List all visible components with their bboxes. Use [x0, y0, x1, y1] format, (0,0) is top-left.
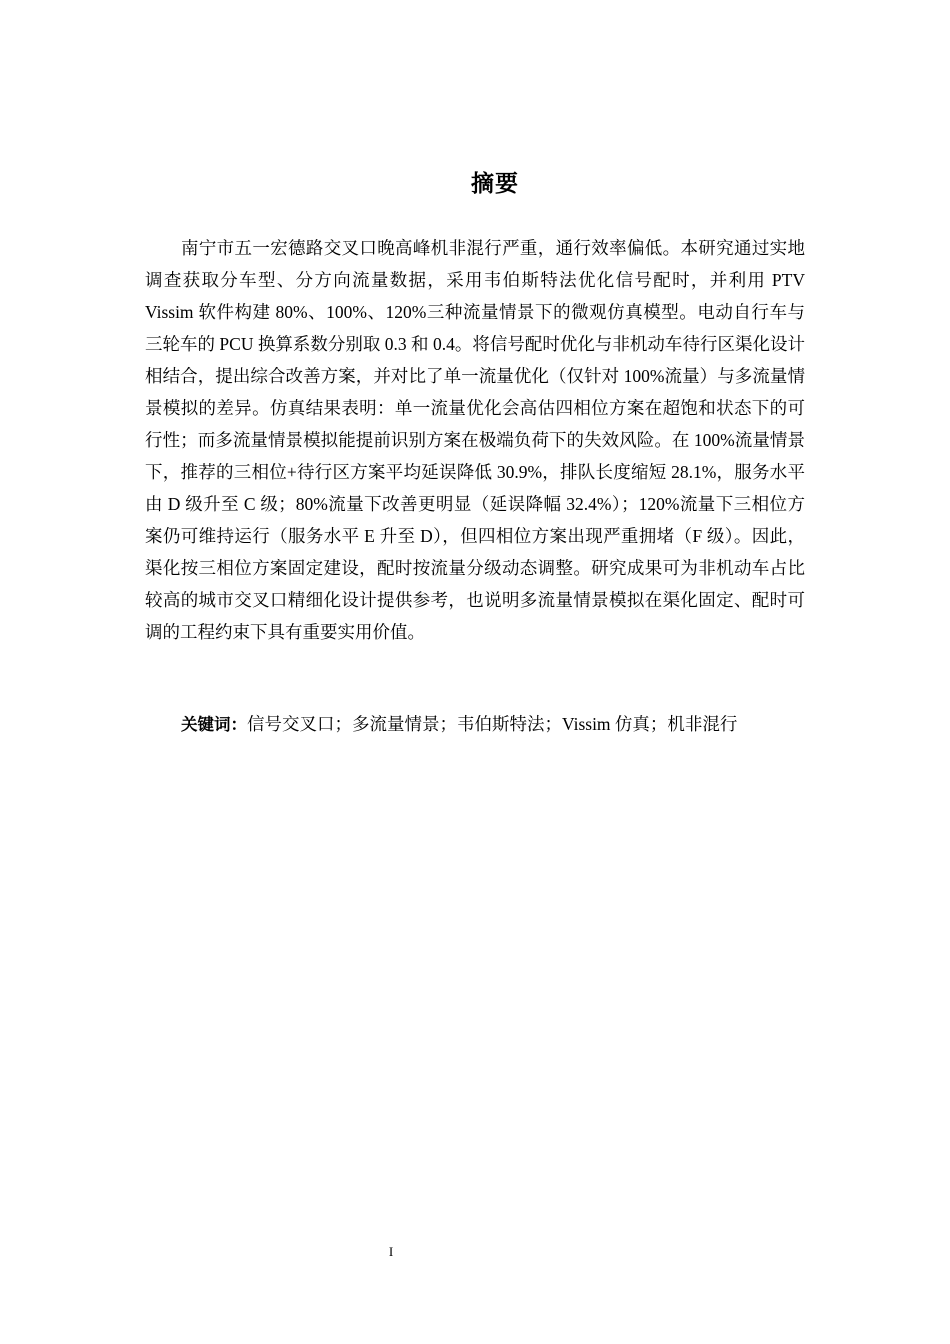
page-title: 摘要	[471, 171, 519, 197]
keywords-line	[181, 710, 821, 739]
page-number: I	[388, 1244, 394, 1259]
keywords-text: 信号交叉口；多流量情景；韦伯斯特法；Vissim 仿真；机非混行	[247, 714, 738, 734]
keywords-label: 关键词：	[181, 715, 247, 734]
abstract-paragraph: 南宁市五一宏德路交叉口晚高峰机非混行严重，通行效率偏低。本研究通过实地调查获取分车型、分方向流量数据，采用韦伯斯特法优化信号配时，并利用 PTV Vissim 软件构建 80%、100%、120%三种流量情景下的微观仿真模型。电动自行车与三轮车的 PCU 换算系数分别取 0.3 和 0.4。将信号配时优化与非机动车待行区渠化设计相结合，提出综合改善方案，并对比了单一流量优化（仅针对 100%流量）与多流量情景模拟的差异。仿真结果表明：单一流量优化会高估四相位方案在超饱和状态下的可行性；而多流量情景模拟能提前识别方案在极端负荷下的失效风险。在 100%流量情景下，推荐的三相位+待行区方案平均延误降低 30.9%，排队长度缩短 28.1%，服务水平由 D 级升至 C 级；80%流量下改善更明显（延误降幅 32.4%）；120%流量下三相位方案仍可维持运行（服务水平 E 升至 D），但四相位方案出现严重拥堵（F 级）。因此，渠化按三相位方案固定建设，配时按流量分级动态调整。研究成果可为非机动车占比较高的城市交叉口精细化设计提供参考，也说明多流量情景模拟在渠化固定、配时可调的工程约束下具有重要实用价值。	[145, 238, 805, 642]
